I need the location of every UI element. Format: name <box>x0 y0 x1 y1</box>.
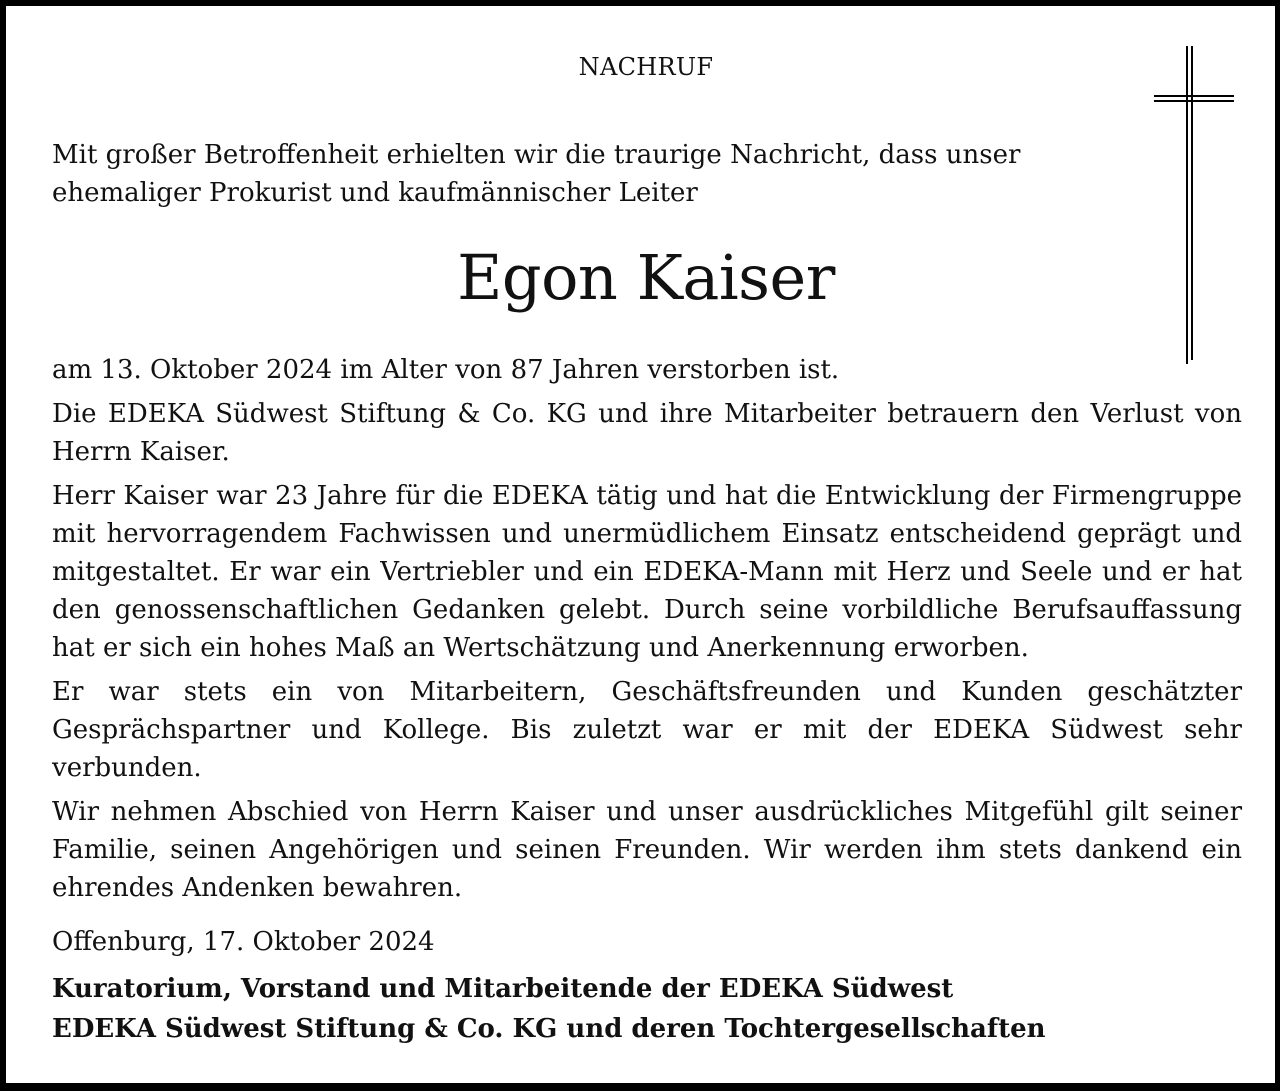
signature-line: Kuratorium, Vorstand und Mitarbeitende der EDEKA Südwest <box>52 974 954 1004</box>
intro-line: Mit großer Betroffenheit erhielten wir die traurige Nachricht, dass unser <box>52 140 1021 170</box>
signature-block <box>52 969 1046 1049</box>
obituary-heading: NACHRUF <box>578 53 714 81</box>
paragraph: Herr Kaiser war 23 Jahre für die EDEKA tätig und hat die Entwicklung der Firmengruppe mit hervorragendem Fachwissen und unermüdlichem Einsatz entscheidend geprägt und mitgestaltet. Er war ein Vertriebler und ein EDEKA-Mann mit Herz und Seele und er hat den genossenschaftlichen Gedanken gelebt. Durch seine vorbildliche Berufsauffassung hat er sich ein hohes Maß an Wertschätzung und Anerkennung erworben. <box>52 481 1242 663</box>
intro-line: ehemaliger Prokurist und kaufmännischer Leiter <box>52 178 698 208</box>
obituary-body <box>52 351 1242 913</box>
intro-text <box>52 136 1052 212</box>
paragraph: Wir nehmen Abschied von Herrn Kaiser und unser ausdrückliches Mitgefühl gilt seiner Familie, seinen Angehörigen und seinen Freunden. Wir werden ihm stets dankend ein ehrendes Andenken bewahren. <box>52 797 1242 903</box>
cross-icon <box>1146 42 1246 372</box>
paragraph: Die EDEKA Südwest Stiftung & Co. KG und ihre Mitarbeiter betrauern den Verlust von Herrn Kaiser. <box>52 399 1242 467</box>
deceased-name: Egon Kaiser <box>457 241 835 314</box>
paragraph: Er war stets ein von Mitarbeitern, Geschäftsfreunden und Kunden geschätzter Gesprächspartner und Kollege. Bis zuletzt war er mit der EDEKA Südwest sehr verbunden. <box>52 677 1242 783</box>
paragraph: am 13. Oktober 2024 im Alter von 87 Jahren verstorben ist. <box>52 355 840 385</box>
signature-line: EDEKA Südwest Stiftung & Co. KG und deren Tochtergesellschaften <box>52 1014 1046 1044</box>
place-date: Offenburg, 17. Oktober 2024 <box>52 927 435 957</box>
